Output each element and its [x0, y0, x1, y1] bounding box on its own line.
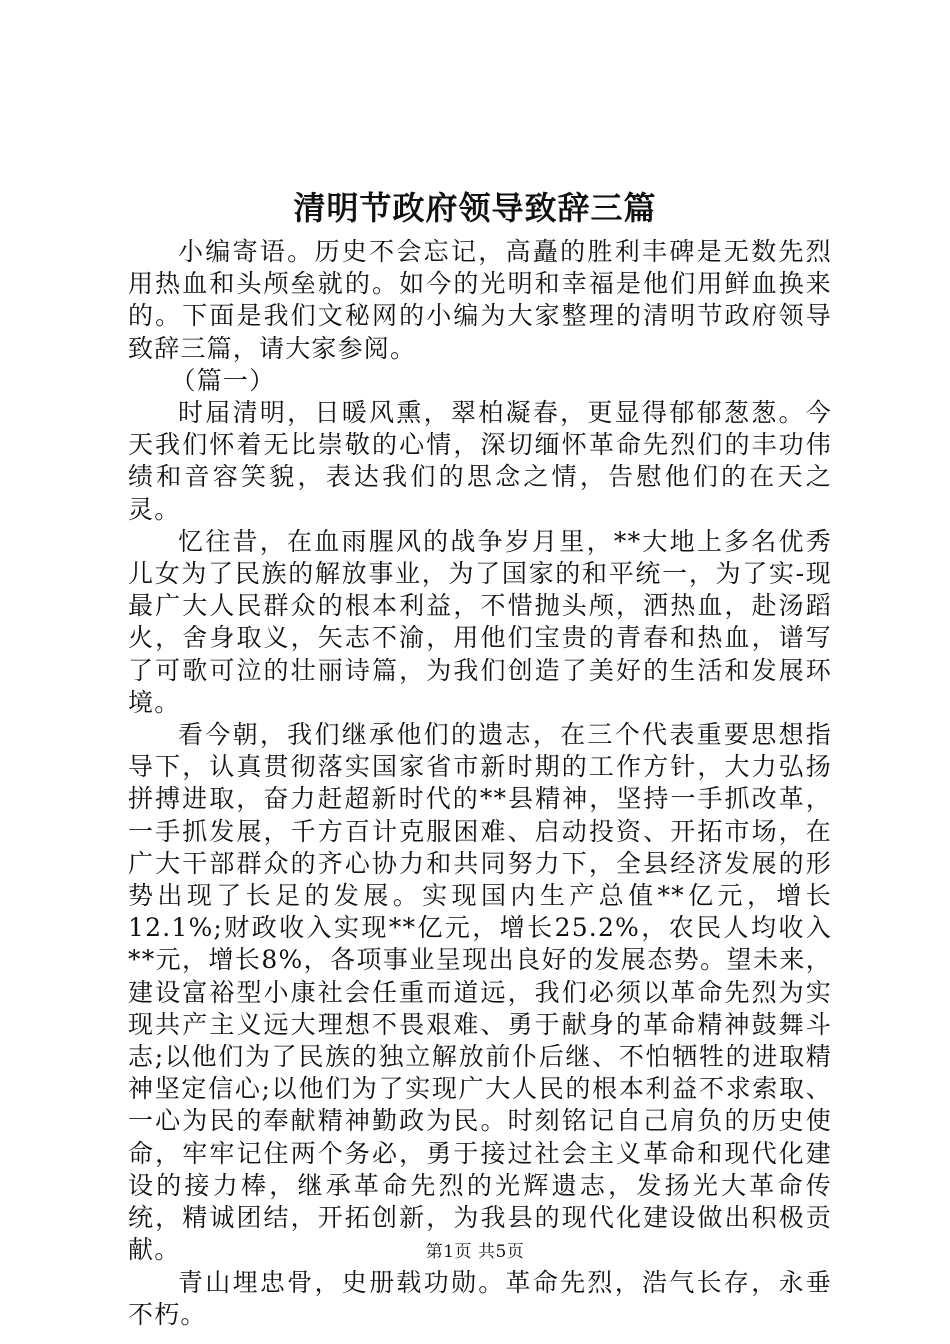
body-paragraph: 时届清明，日暖风熏，翠柏凝春，更显得郁郁葱葱。今天我们怀着无比崇敬的心情，深切缅怀革命先烈们的丰功伟绩和音容笑貌，表达我们的思念之情，告慰他们的在天之灵。: [128, 398, 832, 524]
document-title: 清明节政府领导致辞三篇: [293, 189, 657, 227]
body-paragraph: 看今朝，我们继承他们的遗志，在三个代表重要思想指导下，认真贯彻落实国家省市新时期的工作方针，大力弘扬拼搏进取，奋力赶超新时代的**县精神，坚持一手抓改革，一手抓发展，千方百计克服困难、启动投资、开拓市场，在广大干部群众的齐心协力和共同努力下，全县经济发展的形势出现了长足的发展。实现国内生产总值**亿元，增长12.1%;财政收入实现**亿元，增长25.2%，农民人均收入**元，增长8%，各项事业呈现出良好的发展态势。望未来，建设富裕型小康社会任重而道远，我们必须以革命先烈为实现共产主义远大理想不畏艰难、勇于献身的革命精神鼓舞斗志;以他们为了民族的独立解放前仆后继、不怕牺牲的进取精神坚定信心;以他们为了实现广大人民的根本利益不求索取、一心为民的奉献精神勤政为民。时刻铭记自己肩负的历史使命，牢牢记住两个务必，勇于接过社会主义革命和现代化建设的接力棒，继承革命先烈的光辉遗志，发扬光大革命传统，精诚团结，开拓创新，为我县的现代化建设做出积极贡献。: [128, 720, 832, 1265]
document-body: [128, 236, 832, 1331]
section-label: （篇一）: [170, 365, 276, 395]
page-footer: 第1页 共5页: [425, 1242, 525, 1262]
body-paragraph: 青山埋忠骨，史册载功勋。革命先烈，浩气长存，永垂不朽。: [128, 1267, 832, 1329]
body-paragraph: 忆往昔，在血雨腥风的战争岁月里，**大地上多名优秀儿女为了民族的解放事业，为了国家的和平统一，为了实-现最广大人民群众的根本利益，不惜抛头颅，洒热血，赴汤蹈火，舍身取义，矢志不渝，用他们宝贵的青春和热血，谱写了可歌可泣的壮丽诗篇，为我们创造了美好的生活和发展环境。: [128, 526, 832, 717]
intro-paragraph: 小编寄语。历史不会忘记，高矗的胜利丰碑是无数先烈用热血和头颅垒就的。如今的光明和幸福是他们用鲜血换来的。下面是我们文秘网的小编为大家整理的清明节政府领导致辞三篇，请大家参阅。: [128, 237, 832, 363]
